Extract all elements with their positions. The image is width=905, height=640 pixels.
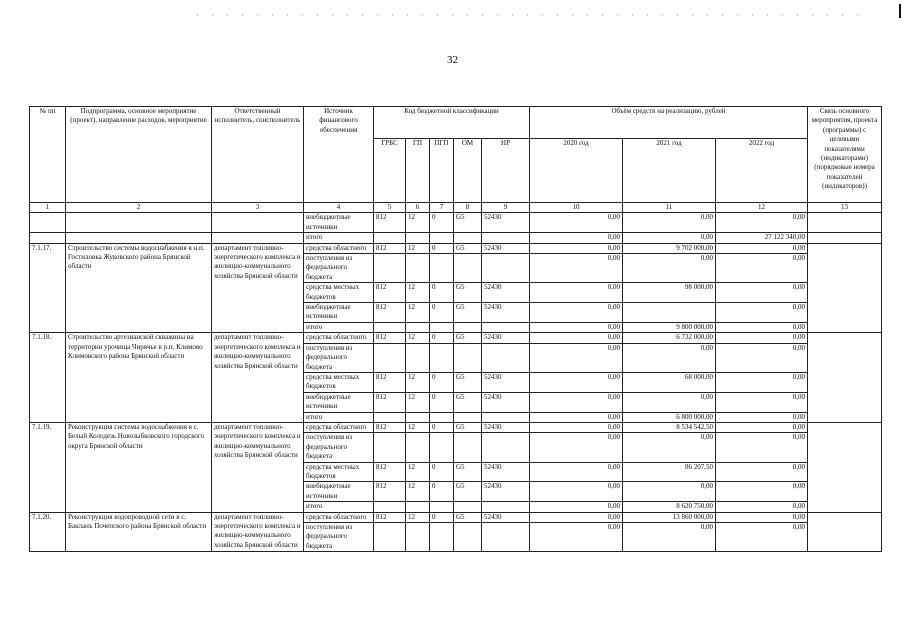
budget-code-gp: 12 [406,512,430,522]
budget-code-grbs: 812 [374,213,406,233]
budget-code-grbs: 812 [374,482,406,502]
amount-2020: 0,00 [530,482,623,502]
budget-code-nr: 52430 [482,512,530,522]
amount-2020: 0,00 [530,512,623,522]
budget-code-om [454,523,482,552]
column-number: 8 [454,203,482,213]
budget-code-gp [406,433,430,462]
header-2020: 2020 год [530,139,623,203]
scan-noise-dots [190,14,870,16]
budget-code-pgp: 0 [430,392,454,412]
indicator-link-cell [808,422,882,512]
budget-code-pgp [430,412,454,422]
amount-2022: 0,00 [716,412,808,422]
measure-first-row [30,333,882,343]
amount-2022: 0,00 [716,213,808,233]
measure-name: Строительство системы водоснабжения в н.п. Гостиловка Жуковского района Брянской области [66,243,212,333]
column-number: 9 [482,203,530,213]
amount-2020: 0,00 [530,462,623,482]
header-program: Подпрограмма, основное мероприятие (проект), направление расходов, мероприятие [66,107,212,203]
column-number: 2 [66,203,212,213]
budget-code-gp [406,233,430,243]
column-number-row [30,203,882,213]
amount-2022: 0,00 [716,482,808,502]
amount-2020: 0,00 [530,372,623,392]
budget-code-grbs: 812 [374,392,406,412]
budget-code-pgp [430,233,454,243]
budget-code-om: G5 [454,303,482,323]
funding-source: средства местных бюджетов [304,372,374,392]
amount-2020: 0,00 [530,422,623,432]
budget-code-om [454,433,482,462]
funding-source: средства областного [304,422,374,432]
amount-2022: 0,00 [716,523,808,552]
amount-2020: 0,00 [530,333,623,343]
budget-code-nr: 52430 [482,422,530,432]
header-source: Источник финансового обеспечения [304,107,374,203]
budget-code-nr [482,433,530,462]
budget-code-grbs: 812 [374,303,406,323]
budget-code-grbs: 812 [374,512,406,522]
column-number: 12 [716,203,808,213]
budget-code-om: G5 [454,392,482,412]
table-row [30,213,882,233]
amount-2020: 0,00 [530,392,623,412]
empty-cell [66,213,212,233]
amount-2022: 0,00 [716,303,808,323]
budget-code-grbs: 812 [374,283,406,303]
header-executor: Ответственный исполнитель, соисполнитель [212,107,304,203]
amount-2021: 0,00 [623,523,716,552]
budget-code-nr [482,523,530,552]
budget-code-om: G5 [454,243,482,253]
amount-2021: 0,00 [623,482,716,502]
budget-code-nr: 52430 [482,392,530,412]
amount-2020: 0,00 [530,343,623,372]
measure-executor: департамент топливно-энергетического комплекса и жилищно-коммунального хозяйства Брянской области [212,333,304,423]
budget-code-gp: 12 [406,213,430,233]
funding-source: итого [304,502,374,512]
measure-number: 7.1.17. [30,243,66,333]
empty-cell [66,233,212,243]
amount-2021: 6 800 000,00 [623,412,716,422]
budget-code-om: G5 [454,512,482,522]
budget-code-nr: 52430 [482,333,530,343]
funding-source: внебюджетные источники [304,392,374,412]
amount-2020: 0,00 [530,213,623,233]
budget-code-nr [482,412,530,422]
column-number: 3 [212,203,304,213]
amount-2021: 6 732 000,00 [623,333,716,343]
budget-code-nr: 52430 [482,482,530,502]
budget-code-grbs: 812 [374,333,406,343]
indicator-link-cell [808,243,882,333]
amount-2021: 0,00 [623,233,716,243]
amount-2021: 0,00 [623,433,716,462]
header-om: ОМ [454,139,482,203]
measure-first-row [30,512,882,522]
amount-2021: 8 620 750,00 [623,502,716,512]
budget-code-gp: 12 [406,482,430,502]
budget-code-pgp: 0 [430,512,454,522]
column-number: 4 [304,203,374,213]
budget-code-pgp [430,322,454,332]
budget-code-gp [406,412,430,422]
amount-2021: 13 860 000,00 [623,512,716,522]
amount-2021: 9 702 000,00 [623,243,716,253]
amount-2020: 0,00 [530,303,623,323]
measure-number: 7.1.19. [30,422,66,512]
table-row [30,233,882,243]
header-no: № пп [30,107,66,203]
amount-2020: 0,00 [530,254,623,283]
funding-source: средства местных бюджетов [304,462,374,482]
amount-2021: 0,00 [623,392,716,412]
amount-2022: 0,00 [716,254,808,283]
amount-2022: 0,00 [716,322,808,332]
column-number: 10 [530,203,623,213]
measure-first-row [30,243,882,253]
page-number: 32 [447,54,458,66]
budget-code-grbs: 812 [374,243,406,253]
funding-source: средства областного [304,333,374,343]
measure-number: 7.1.18. [30,333,66,423]
amount-2021 [623,303,716,323]
header-grbs: ГРБС [374,139,406,203]
budget-code-nr [482,233,530,243]
budget-code-pgp: 0 [430,243,454,253]
measure-name: Строительство артезианской скважины на территории урочища Чирячье в р.п. Климово Климовского района Брянской области [66,333,212,423]
measure-executor: департамент топливно-энергетического комплекса и жилищно-коммунального хозяйства Брянской области [212,243,304,333]
empty-cell [808,213,882,233]
empty-cell [30,233,66,243]
budget-table [29,106,882,552]
measure-name: Реконструкция системы водоснабжения в с. Белый Колодезь Новозыбковского городского округа Брянской области [66,422,212,512]
header-indicator-link: Связь основного мероприятия, проекта (программы) с целевыми показателями (индикаторами) (порядковые номера показателей (индикаторов)) [808,107,882,203]
header-2021: 2021 год [623,139,716,203]
funding-source: внебюджетные источники [304,482,374,502]
budget-code-om [454,254,482,283]
amount-2022: 0,00 [716,333,808,343]
amount-2022: 0,00 [716,243,808,253]
budget-code-grbs [374,343,406,372]
budget-code-gp: 12 [406,243,430,253]
amount-2021: 0,00 [623,213,716,233]
amount-2020: 0,00 [530,322,623,332]
amount-2020: 0,00 [530,412,623,422]
budget-code-gp [406,254,430,283]
budget-code-om: G5 [454,283,482,303]
budget-code-om [454,343,482,372]
budget-code-gp: 12 [406,372,430,392]
funding-source: поступления из федерального бюджета [304,433,374,462]
budget-code-pgp: 0 [430,372,454,392]
measure-executor: департамент топливно-энергетического комплекса и жилищно-коммунального хозяйства Брянской области [212,422,304,512]
table-body [30,203,882,552]
empty-cell [212,233,304,243]
amount-2020: 0,00 [530,502,623,512]
measure-first-row [30,422,882,432]
column-number: 7 [430,203,454,213]
empty-cell [212,213,304,233]
amount-2022: 0,00 [716,372,808,392]
budget-code-nr [482,322,530,332]
amount-2021: 0,00 [623,343,716,372]
funding-source: внебюджетные источники [304,303,374,323]
budget-code-nr: 52430 [482,283,530,303]
budget-code-om [454,233,482,243]
budget-code-grbs: 812 [374,462,406,482]
funding-source: поступления из федерального бюджета [304,254,374,283]
amount-2021: 8 534 542,50 [623,422,716,432]
column-number: 1 [30,203,66,213]
amount-2020: 0,00 [530,433,623,462]
budget-code-grbs [374,502,406,512]
budget-code-nr: 52430 [482,462,530,482]
budget-code-om: G5 [454,333,482,343]
amount-2020: 0,00 [530,243,623,253]
budget-code-gp [406,343,430,372]
header-nr: НР [482,139,530,203]
budget-code-om: G5 [454,422,482,432]
amount-2020: 0,00 [530,523,623,552]
budget-code-nr [482,502,530,512]
budget-code-gp: 12 [406,303,430,323]
column-number: 6 [406,203,430,213]
budget-code-om [454,502,482,512]
budget-code-grbs [374,412,406,422]
budget-code-nr [482,254,530,283]
scan-edge-mark [899,4,901,18]
budget-code-pgp: 0 [430,333,454,343]
budget-code-nr: 52430 [482,303,530,323]
table-header [30,107,882,203]
budget-code-pgp: 0 [430,213,454,233]
column-number: 5 [374,203,406,213]
budget-code-om: G5 [454,213,482,233]
funding-source: итого [304,412,374,422]
budget-code-gp: 12 [406,283,430,303]
amount-2022: 0,00 [716,343,808,372]
budget-code-gp [406,523,430,552]
budget-code-grbs [374,233,406,243]
amount-2022: 0,00 [716,433,808,462]
amount-2022: 0,00 [716,422,808,432]
header-volume: Объём средств на реализацию, рублей [530,107,808,139]
funding-source: итого [304,322,374,332]
budget-code-om: G5 [454,462,482,482]
budget-code-gp [406,502,430,512]
amount-2022: 27 122 340,00 [716,233,808,243]
amount-2022: 0,00 [716,392,808,412]
budget-code-nr: 52430 [482,213,530,233]
budget-code-grbs [374,433,406,462]
indicator-link-cell [808,512,882,552]
header-2022: 2022 год [716,139,808,203]
budget-code-pgp: 0 [430,482,454,502]
budget-code-gp: 12 [406,422,430,432]
measure-executor: департамент топливно-энергетического комплекса и жилищно-коммунального хозяйства Брянской области [212,512,304,552]
amount-2022: 0,00 [716,283,808,303]
budget-code-grbs: 812 [374,372,406,392]
column-number: 11 [623,203,716,213]
funding-source: поступления из федерального бюджета [304,343,374,372]
amount-2021: 98 000,00 [623,283,716,303]
column-number: 13 [808,203,882,213]
funding-source: итого [304,233,374,243]
budget-code-pgp: 0 [430,283,454,303]
budget-code-grbs [374,523,406,552]
budget-code-nr: 52430 [482,243,530,253]
budget-code-pgp [430,433,454,462]
amount-2021: 86 207,50 [623,462,716,482]
amount-2021: 0,00 [623,254,716,283]
budget-code-grbs: 812 [374,422,406,432]
measure-number: 7.1.20. [30,512,66,552]
amount-2020: 0,00 [530,283,623,303]
amount-2022: 0,00 [716,502,808,512]
header-pgp: ПГП [430,139,454,203]
budget-code-pgp [430,343,454,372]
measure-name: Реконструкция водопроводной сети в с. Бакланъ Почепского района Брянской области [66,512,212,552]
budget-code-grbs [374,254,406,283]
funding-source: поступления из федерального бюджета [304,523,374,552]
empty-cell [30,213,66,233]
budget-code-pgp: 0 [430,303,454,323]
budget-code-om: G5 [454,372,482,392]
budget-code-pgp: 0 [430,462,454,482]
funding-source: средства местных бюджетов [304,283,374,303]
budget-code-pgp [430,502,454,512]
budget-code-om: G5 [454,482,482,502]
amount-2021: 68 000,00 [623,372,716,392]
budget-code-nr: 52430 [482,372,530,392]
indicator-link-cell [808,333,882,423]
header-budget-classification: Код бюджетной классификации [374,107,530,139]
funding-source: средства областного [304,512,374,522]
budget-code-om [454,412,482,422]
header-gp: ГП [406,139,430,203]
amount-2022: 0,00 [716,512,808,522]
budget-code-om [454,322,482,332]
budget-code-gp: 12 [406,462,430,482]
budget-code-gp [406,322,430,332]
amount-2020: 0,00 [530,233,623,243]
empty-cell [808,233,882,243]
amount-2022: 0,00 [716,462,808,482]
budget-code-gp: 12 [406,333,430,343]
budget-code-pgp [430,523,454,552]
budget-code-gp: 12 [406,392,430,412]
budget-code-pgp: 0 [430,422,454,432]
budget-code-nr [482,343,530,372]
budget-code-grbs [374,322,406,332]
funding-source: внебюджетные источники [304,213,374,233]
funding-source: средства областного [304,243,374,253]
amount-2021: 9 800 000,00 [623,322,716,332]
budget-code-pgp [430,254,454,283]
